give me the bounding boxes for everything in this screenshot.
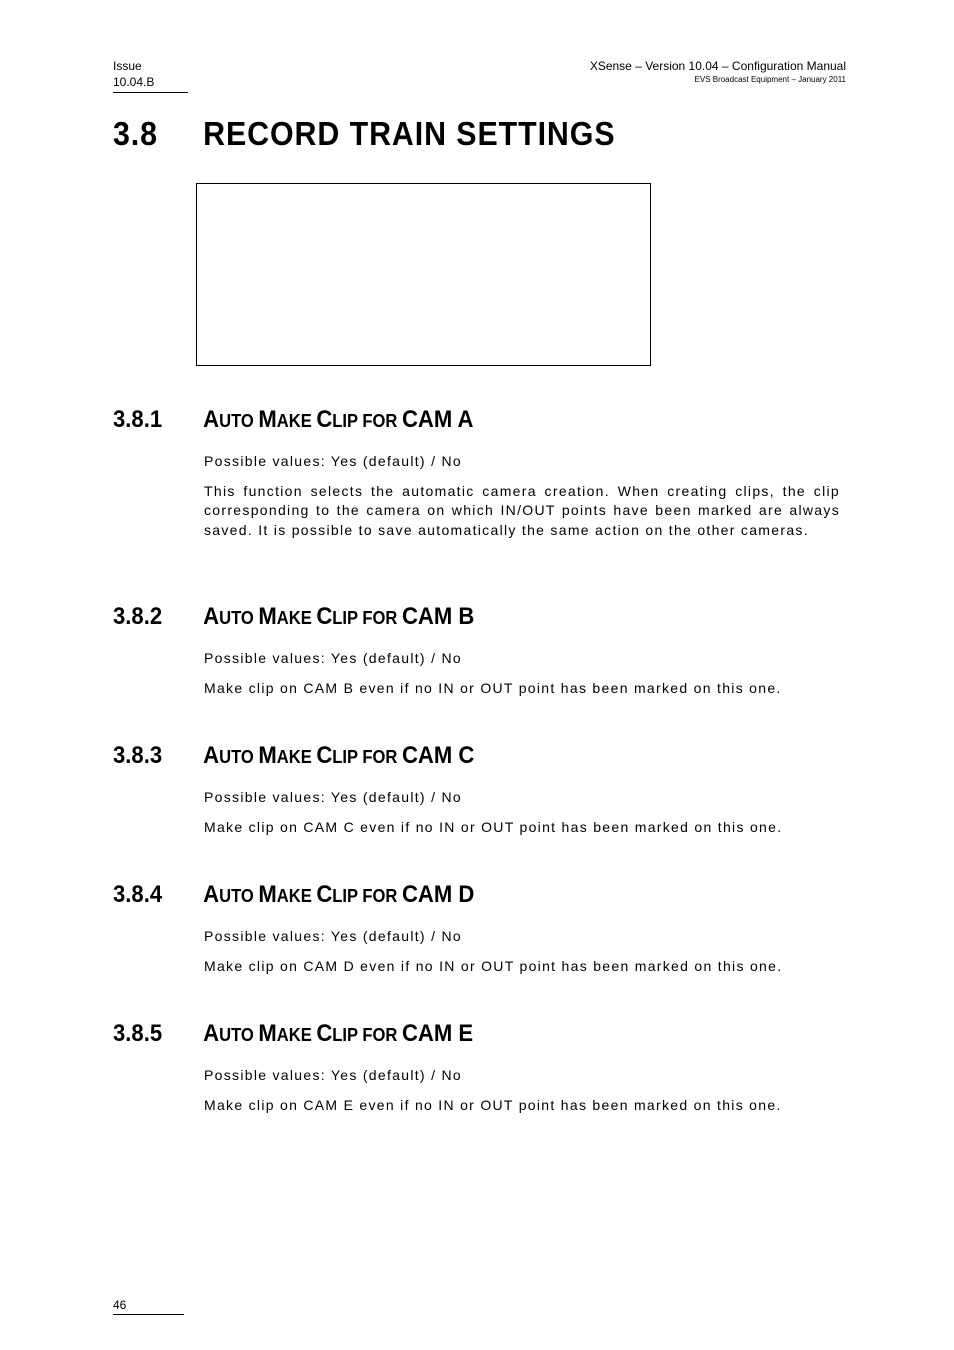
title-part: UTO xyxy=(219,1025,259,1045)
title-part: UTO xyxy=(219,608,259,628)
section-body xyxy=(204,452,840,540)
title-part: CAM E xyxy=(401,1020,474,1047)
possible-values: Possible values: Yes (default) / No xyxy=(204,453,462,469)
title-part: C xyxy=(316,881,333,908)
section-description: This function selects the automatic camera creation. When creating clips, the clip corresponding to the camera on which IN/OUT points have been marked are always saved. It is possible to save automatically the same action on the other cameras. xyxy=(204,482,840,538)
issue-label: Issue xyxy=(113,59,142,73)
section-3-8-4 xyxy=(113,880,840,976)
title-part: C xyxy=(316,406,333,433)
section-description: Make clip on CAM C even if no IN or OUT point has been marked on this one. xyxy=(204,818,783,835)
figure-frame xyxy=(196,183,651,366)
chapter-title: RECORD TRAIN SETTINGS xyxy=(203,115,616,152)
section-3-8-3 xyxy=(113,741,840,837)
title-part: AKE xyxy=(276,608,317,628)
title-part: CAM C xyxy=(401,742,475,769)
section-description: Make clip on CAM B even if no IN or OUT point has been marked on this one. xyxy=(204,679,782,696)
title-part: LIP FOR xyxy=(332,886,402,906)
document-header xyxy=(590,58,846,85)
chapter-heading xyxy=(113,112,615,156)
title-part: AKE xyxy=(276,411,317,431)
title-part: M xyxy=(258,742,277,769)
section-3-8-5 xyxy=(113,1019,840,1115)
title-part: LIP FOR xyxy=(332,411,402,431)
chapter-number: 3.8 xyxy=(113,115,158,152)
section-heading xyxy=(113,880,782,911)
section-heading xyxy=(113,405,782,436)
issue-block xyxy=(113,58,188,93)
section-heading xyxy=(113,741,782,772)
title-part: M xyxy=(258,881,277,908)
page-number: 46 xyxy=(113,1297,184,1315)
title-part: A xyxy=(203,1020,220,1047)
issue-number: 10.04.B xyxy=(113,75,155,89)
title-part: LIP FOR xyxy=(332,1025,402,1045)
section-3-8-2 xyxy=(113,602,840,698)
section-number: 3.8.5 xyxy=(113,1020,163,1047)
title-part: A xyxy=(203,742,220,769)
title-part: UTO xyxy=(219,411,259,431)
section-number: 3.8.2 xyxy=(113,603,163,630)
section-number: 3.8.4 xyxy=(113,881,163,908)
title-part: LIP FOR xyxy=(332,747,402,767)
section-description: Make clip on CAM D even if no IN or OUT point has been marked on this one. xyxy=(204,957,783,974)
section-number: 3.8.3 xyxy=(113,742,163,769)
title-part: CAM B xyxy=(401,603,475,630)
possible-values: Possible values: Yes (default) / No xyxy=(204,1067,462,1083)
title-part: LIP FOR xyxy=(332,608,402,628)
section-body xyxy=(204,927,840,976)
title-part: AKE xyxy=(276,886,317,906)
possible-values: Possible values: Yes (default) / No xyxy=(204,928,462,944)
title-part: C xyxy=(316,603,333,630)
section-body xyxy=(204,788,840,837)
title-part: C xyxy=(316,1020,333,1047)
title-part: UTO xyxy=(219,886,259,906)
title-part: C xyxy=(316,742,333,769)
possible-values: Possible values: Yes (default) / No xyxy=(204,789,462,805)
title-part: M xyxy=(258,1020,277,1047)
possible-values: Possible values: Yes (default) / No xyxy=(204,650,462,666)
section-heading xyxy=(113,602,782,633)
document-title: XSense – Version 10.04 – Configuration Manual xyxy=(589,59,846,73)
section-body xyxy=(204,1066,840,1115)
title-part: CAM D xyxy=(401,881,475,908)
section-description: Make clip on CAM E even if no IN or OUT point has been marked on this one. xyxy=(204,1096,782,1113)
title-part: AKE xyxy=(276,747,317,767)
section-number: 3.8.1 xyxy=(113,406,163,433)
section-body xyxy=(204,649,840,698)
title-part: A xyxy=(203,603,220,630)
title-part: AKE xyxy=(276,1025,317,1045)
document-subtitle: EVS Broadcast Equipment – January 2011 xyxy=(694,75,846,84)
title-part: A xyxy=(203,406,220,433)
title-part: A xyxy=(203,881,220,908)
title-part: M xyxy=(258,406,277,433)
title-part: CAM A xyxy=(401,406,474,433)
title-part: M xyxy=(258,603,277,630)
section-heading xyxy=(113,1019,782,1050)
section-3-8-1 xyxy=(113,405,840,540)
title-part: UTO xyxy=(219,747,259,767)
